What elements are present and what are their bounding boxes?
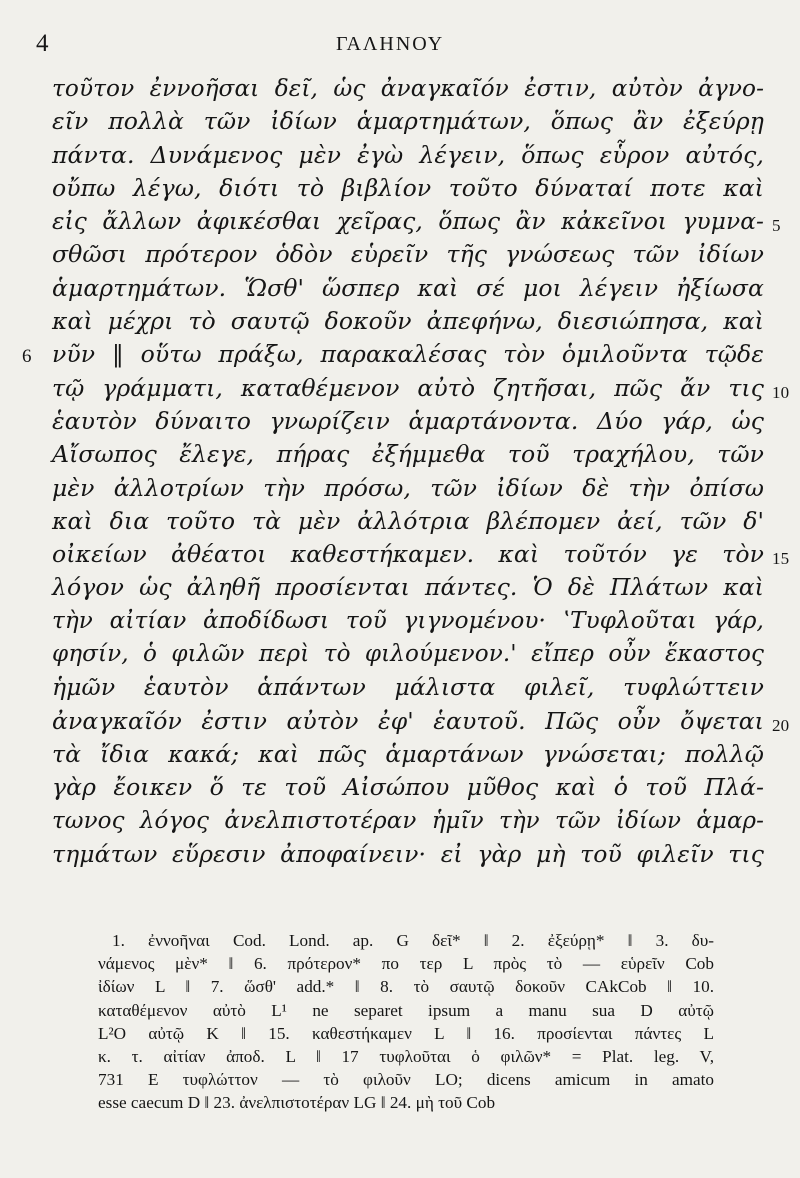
text-line (52, 438, 764, 471)
line-text: τὰ ἴδια κακά; καὶ πῶς ἁμαρτάνων γνώσεται; πολλῷ (52, 739, 764, 768)
text-line (52, 238, 764, 271)
critical-apparatus (98, 929, 714, 1115)
line-text: οὔπω λέγω, διότι τὸ βιβλίον τοῦτο δύναταί ποτε καὶ (52, 173, 764, 202)
line-text: τὴν αἰτίαν ἀποδίδωσι τοῦ γιγνομένου· ʽΤυφλοῦται γάρ, (52, 607, 764, 634)
text-line (52, 105, 764, 138)
text-line (52, 372, 790, 405)
line-text: ἡμῶν ἑαυτὸν ἁπάντων μάλιστα φιλεῖ, τυφλώττειν (52, 673, 764, 702)
line-text: τωνος λόγος ἀνελπιστοτέραν ἡμῖν τὴν τῶν ἰδίων ἁμαρ- (52, 807, 764, 834)
apparatus-line (98, 1022, 714, 1045)
apparatus-line (98, 1068, 714, 1091)
line-text: καὶ δια τοῦτο τὰ μὲν ἀλλότρια βλέπομεν ἀεί, τῶν δ' (52, 506, 764, 535)
text-line (22, 338, 764, 371)
line-text: ἁμαρτημάτων. Ὥσθ' ὥσπερ καὶ σέ μοι λέγειν ἠξίωσα (52, 273, 764, 302)
apparatus-line-text: νάμενος μὲν* ‖ 6. πρότερον* πο τερ L πρὸς τὸ — εὑρεῖν Cob (98, 954, 714, 974)
chapter-marginal-number: 6 (22, 346, 32, 368)
line-text: νῦν ‖ οὕτω πράξω, παρακαλέσας τὸν ὁμιλοῦντα τῷδε (52, 340, 764, 369)
line-text: ἀναγκαῖόν ἐστιν αὐτὸν ἐφ' ἑαυτοῦ. Πῶς οὖν ὄψεται (52, 706, 764, 735)
text-line (52, 405, 764, 438)
page-number: 4 (36, 30, 49, 57)
line-text: σθῶσι πρότερον ὁδὸν εὑρεῖν τῆς γνώσεως τῶν ἰδίων (52, 240, 764, 269)
apparatus-line-text: καταθέμενον αὐτὸ L¹ ne separet ipsum a manu sua D αὐτῷ (98, 1000, 714, 1020)
apparatus-line (98, 999, 714, 1022)
text-line (52, 272, 764, 305)
line-text: τοῦτον ἐννοῆσαι δεῖ, ὡς ἀναγκαῖόν ἐστιν, αὐτὸν ἀγνο- (52, 75, 764, 102)
apparatus-line (98, 952, 714, 975)
text-line (52, 705, 790, 738)
line-text: οἰκείων ἀθέατοι καθεστήκαμεν. καὶ τοῦτόν γε τὸν (52, 540, 764, 569)
text-line (52, 472, 764, 505)
text-line (52, 638, 764, 671)
text-line (52, 838, 764, 871)
text-line (52, 805, 764, 838)
text-line (52, 205, 781, 238)
line-text: καὶ μέχρι τὸ σαυτῷ δοκοῦν ἀπεφήνω, διεσιώπησα, καὶ (52, 307, 764, 336)
apparatus-line-text: ἰδίων L ‖ 7. ὥσθ' add.* ‖ 8. τὸ σαυτῷ δοκοῦν CAkCob ‖ 10. (98, 977, 714, 997)
text-line (52, 671, 764, 704)
text-line (52, 538, 790, 571)
line-number: 20 (772, 715, 790, 735)
line-text: εῖν πολλὰ τῶν ἰδίων ἁμαρτημάτων, ὅπως ἂν ἐξεύρῃ (52, 107, 764, 136)
apparatus-line (98, 929, 714, 952)
line-number: 5 (772, 216, 781, 236)
line-text: εἰς ἄλλων ἀφικέσθαι χεῖρας, ὅπως ἂν κἀκεῖνοι γυμνα- (52, 208, 764, 236)
text-line (52, 605, 764, 638)
text-line (52, 305, 764, 338)
text-line (52, 72, 764, 105)
text-line (52, 571, 764, 604)
line-number: 10 (772, 382, 790, 402)
text-line (52, 505, 764, 538)
line-text: τημάτων εὕρεσιν ἀποφαίνειν· εἰ γὰρ μὴ τοῦ φιλεῖν τις (52, 839, 764, 868)
apparatus-line (98, 1091, 714, 1114)
main-text (22, 72, 790, 871)
text-line (52, 738, 764, 771)
running-head (36, 30, 696, 64)
text-line (52, 172, 764, 205)
line-text: γὰρ ἔοικεν ὅ τε τοῦ Αἰσώπου μῦθος καὶ ὁ τοῦ Πλά- (52, 773, 764, 802)
line-text: ἑαυτὸν δύναιτο γνωρίζειν ἁμαρτάνοντα. Δύο γάρ, ὡς (52, 406, 764, 435)
line-text: φησίν, ὁ φιλῶν περὶ τὸ φιλούμενον.' εἴπερ οὖν ἕκαστος (52, 641, 764, 668)
line-text: τῷ γράμματι, καταθέμενον αὐτὸ ζητῆσαι, πῶς ἄν τις (52, 373, 764, 402)
text-line (52, 771, 764, 804)
line-text: μὲν ἀλλοτρίων τὴν πρόσω, τῶν ἰδίων δὲ τὴν ὀπίσω (52, 473, 764, 502)
apparatus-line (98, 975, 714, 998)
running-title: ΓΑΛΗΝΟΥ (336, 33, 445, 55)
line-text: λόγον ὡς ἀληθῆ προσίενται πάντες. Ὁ δὲ Πλάτων καὶ (52, 573, 764, 602)
line-text: πάντα. Δυνάμενος μὲν ἐγὼ λέγειν, ὅπως εὗρον αὐτός, (52, 140, 764, 169)
text-line (52, 139, 764, 172)
line-text: Αἴσωπος ἔλεγε, πήρας ἐξήμμεθα τοῦ τραχήλου, τῶν (52, 440, 764, 469)
apparatus-line-text: κ. τ. αἰτίαν ἀποδ. L ‖ 17 τυφλοῦται ὁ φιλῶν* = Plat. leg. V, (98, 1046, 714, 1066)
apparatus-line-text: 1. ἐννοῆναι Cod. Lond. ap. G δεῖ* ‖ 2. ἐξεύρῃ* ‖ 3. δυ- (112, 931, 714, 950)
apparatus-line (98, 1045, 714, 1068)
line-number: 15 (772, 549, 790, 569)
apparatus-line-text: L²O αὐτῷ K ‖ 15. καθεστήκαμεν L ‖ 16. προσίενται πάντες L (98, 1023, 714, 1043)
apparatus-line-text: esse caecum D ‖ 23. ἀνελπιστοτέραν LG ‖ 24. μὴ τοῦ Cob (98, 1093, 496, 1113)
apparatus-line-text: 731 E τυφλώττον — τὸ φιλοῦν LO; dicens amicum in amato (98, 1070, 714, 1090)
